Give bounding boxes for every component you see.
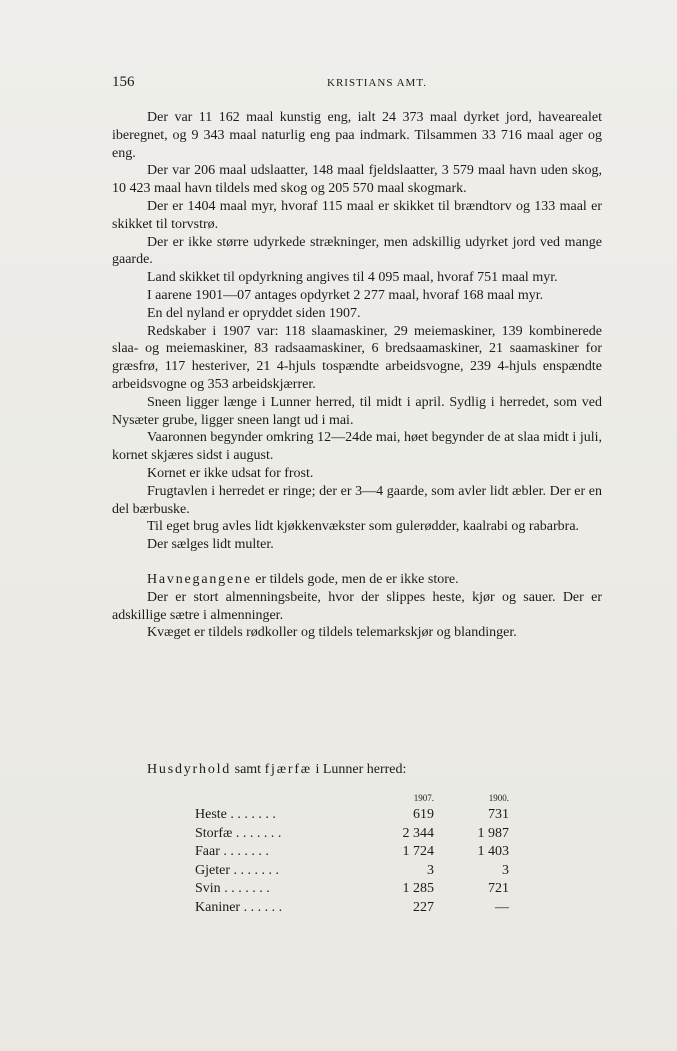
column-header-1900: 1900. [488,793,509,803]
animal-cell [195,880,390,899]
paragraph: Der var 11 162 maal kunstig eng, ialt 24 373 maal dyrket jord, havearealet iberegnet, og 9 343 maal naturlig eng paa indmark. Tilsammen 33 716 maal ager og eng. [112,110,602,161]
table-row [195,843,509,862]
paragraph-rest: er tildels gode, men de er ikke store. [251,571,459,587]
value-1907: 227 [413,899,434,915]
paragraph: Sneen ligger længe i Lunner herred, til midt i april. Sydlig i herredet, som ved Nysæter grube, ligger sneen langt ud i mai. [112,394,602,428]
value-1907: 2 344 [402,825,434,841]
table-row [195,880,509,899]
paragraph: Land skikket til opdyrkning angives til 4 095 maal, hvoraf 751 maal myr. [147,270,558,286]
value-1900: — [495,899,509,915]
leader-dots: . . . . . . [240,899,283,915]
paragraph: Der er ikke større udyrkede strækninger, men adskillig udyrket jord ved mange gaarde. [112,234,602,268]
leader-dots: . . . . . . . [232,825,282,841]
paragraph: En del nyland er opryddet siden 1907. [147,305,361,321]
animal-cell [195,899,390,918]
table-row [195,862,509,881]
paragraph: Kornet er ikke udsat for frost. [147,465,314,481]
value-1907: 3 [427,862,434,878]
column-header-1907: 1907. [413,793,434,803]
animal-name: Faar [195,844,220,859]
value-1907: 619 [413,807,434,822]
table-row [195,899,509,918]
paragraph: Redskaber i 1907 var: 118 slaamaskiner, 29 meiemaskiner, 139 kombinerede slaa- og meiemaskiner, 83 radsaamaskiner, 6 bredsaamaskiner, 21 saamaskiner for græsfrø, 117 hesteriver, 21 4-hjuls tospændte arbeidsvogne, 239 4-hjuls enspændte arbeidsvogne og 353 arbeidskjærrer. [112,323,602,392]
paragraph: Der sælges lidt multer. [147,537,274,553]
table-row [195,806,509,825]
animal-cell [195,806,390,825]
value-1900: 731 [488,807,509,822]
heading-rest: i Lunner herred: [311,762,407,777]
leader-dots: . . . . . . . [219,844,269,859]
paragraph: Frugtavlen i herredet er ringe; der er 3—4 gaarde, som avler lidt æbler. Der er en del bærbuske. [112,483,602,517]
animal-name: Gjeter [195,862,230,878]
spaced-word: Havnegangene [147,571,252,587]
livestock-heading [147,762,406,778]
paragraph-havnegangene [112,571,602,589]
value-1900: 1 403 [477,844,509,859]
value-1900: 1 987 [477,825,509,841]
animal-cell [195,862,390,881]
paragraph: Der er 1404 maal myr, hvoraf 115 maal er skikket til brændtorv og 133 maal er skikket til torvstrø. [112,198,602,232]
paragraph: Der var 206 maal udslaatter, 148 maal fjeldslaatter, 3 579 maal havn uden skog, 10 423 maal havn tildels med skog og 205 570 maal skogmark. [112,163,602,197]
spaced-word: fjærfæ [264,762,312,777]
paragraph: I aarene 1901—07 antages opdyrket 2 277 maal, hvoraf 168 maal myr. [147,287,544,303]
table-row [195,825,509,844]
leader-dots: . . . . . . . [220,881,270,896]
value-1900: 3 [502,862,509,878]
table-header-row [195,792,509,806]
animal-name: Storfæ [195,825,233,841]
page-header [112,74,602,94]
animal-name: Svin [195,881,221,896]
paragraph: Der er stort almenningsbeite, hvor der slippes heste, kjør og sauer. Der er adskillige sætre i almenninger. [112,589,602,623]
livestock-table [195,792,509,917]
table-header-blank [195,792,390,806]
value-1900: 721 [488,881,509,896]
animal-cell [195,843,390,862]
page-number: 156 [112,74,135,90]
spaced-word: Husdyrhold [147,762,232,777]
animal-name: Kaniner [195,899,241,915]
paragraph: Til eget brug avles lidt kjøkkenvækster som gulerødder, kaalrabi og rabarbra. [147,519,580,535]
animal-cell [195,825,390,844]
leader-dots: . . . . . . . [229,862,279,878]
body-text [112,109,602,642]
value-1907: 1 285 [402,881,434,896]
heading-middle: samt [231,762,265,777]
paragraph: Vaaronnen begynder omkring 12—24de mai, høet begynder de at slaa midt i juli, kornet skjæres sidst i august. [112,430,602,464]
leader-dots: . . . . . . . [226,807,276,822]
value-1907: 1 724 [402,844,434,859]
running-title: KRISTIANS AMT. [327,77,427,89]
paragraph: Kvæget er tildels rødkoller og tildels telemarkskjør og blandinger. [147,625,517,641]
animal-name: Heste [195,807,227,822]
